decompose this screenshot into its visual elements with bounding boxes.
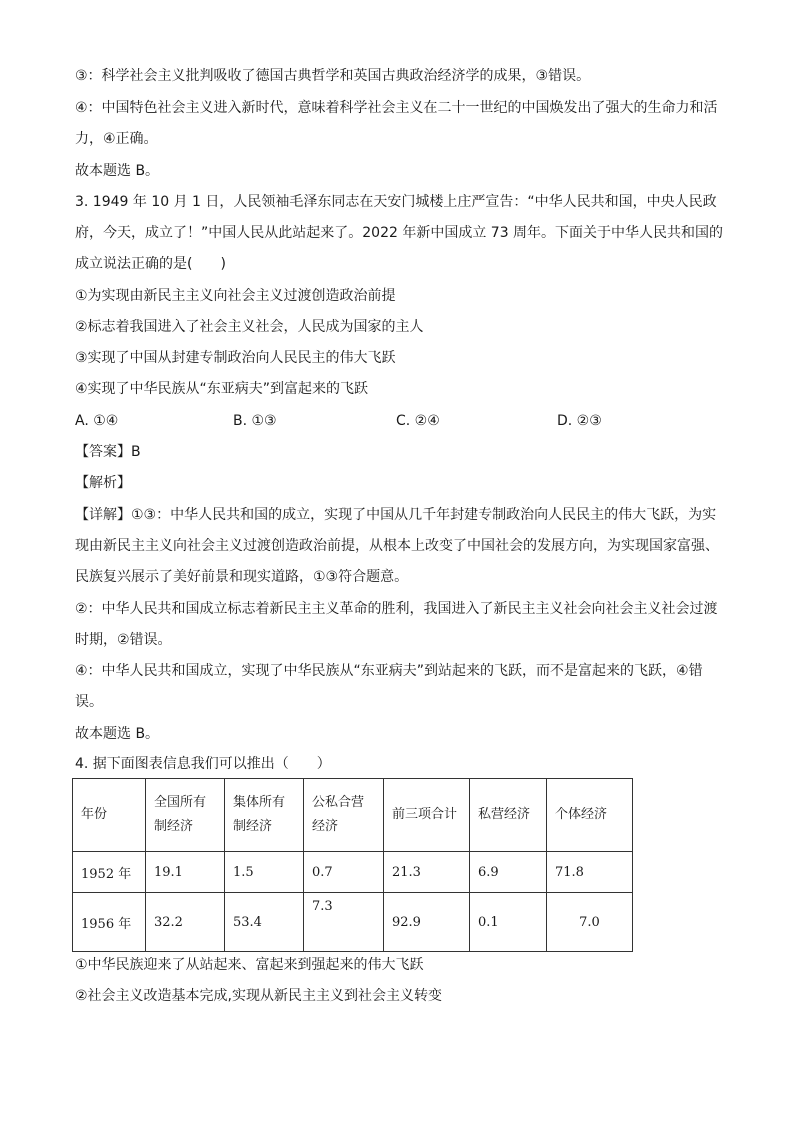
table-header-cell: 个体经济 <box>547 779 633 852</box>
detail-text: ①③：中华人民共和国的成立，实现了中国从几千年封建专制政治向人民民主的伟大飞跃，为实 <box>131 507 717 523</box>
table-cell: 6.9 <box>470 852 547 893</box>
table-cell: 19.1 <box>146 852 225 893</box>
detail-tag: 【详解】 <box>75 507 131 523</box>
question-4-stem: 4. 据下面图表信息我们可以推出（ ） <box>75 756 331 772</box>
table-header-cell: 全国所有制经济 <box>146 779 225 852</box>
question-3-stem: 成立说法正确的是( ) <box>75 256 226 272</box>
option-a: A. ①④ <box>75 413 119 429</box>
economy-table <box>72 778 633 952</box>
option-statement-1: ①中华民族迎来了从站起来、富起来到强起来的伟大飞跃 <box>75 957 424 973</box>
table-header-row <box>73 779 633 852</box>
option-statement-2: ②社会主义改造基本完成,实现从新民主主义到社会主义转变 <box>75 988 442 1004</box>
explanation-line: 时期，②错误。 <box>75 632 172 648</box>
text-line: 故本题选 B。 <box>75 163 160 179</box>
table-row <box>73 893 633 952</box>
table-cell: 7.3 <box>304 893 384 952</box>
detail-line: 民族复兴展示了美好前景和现实道路，①③符合题意。 <box>75 569 409 585</box>
detail-line: 现由新民主主义向社会主义过渡创造政治前提，从根本上改变了中国社会的发展方向，为实现国家富强、 <box>75 538 719 554</box>
analysis-tag: 【解析】 <box>75 475 131 491</box>
question-3-stem: 3. 1949 年 10 月 1 日，人民领袖毛泽东同志在天安门城楼上庄严宣告：“中华人民共和国，中央人民政 <box>75 194 717 210</box>
option-c: C. ②④ <box>396 413 440 429</box>
table-cell: 92.9 <box>384 893 470 952</box>
table-cell: 1956 年 <box>73 893 146 952</box>
statement-3: ③实现了中国从封建专制政治向人民民主的伟大飞跃 <box>75 350 396 366</box>
answer-tag: 【答案】 <box>75 444 131 460</box>
explanation-line: ②：中华人民共和国成立标志着新民主主义革命的胜利，我国进入了新民主主义社会向社会主义社会过渡 <box>75 601 718 617</box>
explanation-line: ④：中华人民共和国成立，实现了中华民族从“东亚病夫”到站起来的飞跃，而不是富起来的飞跃，④错 <box>75 663 703 679</box>
table-row <box>73 852 633 893</box>
table-cell: 71.8 <box>547 852 633 893</box>
text-line: ④：中国特色社会主义进入新时代，意味着科学社会主义在二十一世纪的中国焕发出了强大的生命力和活 <box>75 100 718 116</box>
explanation-line: 误。 <box>75 694 103 710</box>
statement-4: ④实现了中华民族从“东亚病夫”到富起来的飞跃 <box>75 381 369 397</box>
answer-value: B <box>131 444 141 460</box>
table-header-cell: 私营经济 <box>470 779 547 852</box>
statement-1: ①为实现由新民主主义向社会主义过渡创造政治前提 <box>75 288 396 304</box>
table-header-cell: 集体所有制经济 <box>225 779 304 852</box>
table-cell: 0.1 <box>470 893 547 952</box>
text-line: 力，④正确。 <box>75 131 158 147</box>
table-cell: 21.3 <box>384 852 470 893</box>
option-d: D. ②③ <box>557 413 602 429</box>
detail-line <box>75 505 716 525</box>
explanation-line: 故本题选 B。 <box>75 726 160 742</box>
question-3-stem: 府，今天，成立了！”中国人民从此站起来了。2022 年新中国成立 73 周年。下面关于中华人民共和国的 <box>75 225 724 241</box>
answer-line <box>75 442 141 462</box>
table-cell: 7.0 <box>547 893 633 952</box>
table-cell: 32.2 <box>146 893 225 952</box>
statement-2: ②标志着我国进入了社会主义社会，人民成为国家的主人 <box>75 319 424 335</box>
table-cell: 1.5 <box>225 852 304 893</box>
table-cell: 53.4 <box>225 893 304 952</box>
option-b: B. ①③ <box>233 413 277 429</box>
table-header-cell: 公私合营经济 <box>304 779 384 852</box>
table-header-cell: 前三项合计 <box>384 779 470 852</box>
table-cell: 1952 年 <box>73 852 146 893</box>
text-line: ③：科学社会主义批判吸收了德国古典哲学和英国古典政治经济学的成果，③错误。 <box>75 68 591 84</box>
table-header-cell: 年份 <box>73 779 146 852</box>
table-cell: 0.7 <box>304 852 384 893</box>
